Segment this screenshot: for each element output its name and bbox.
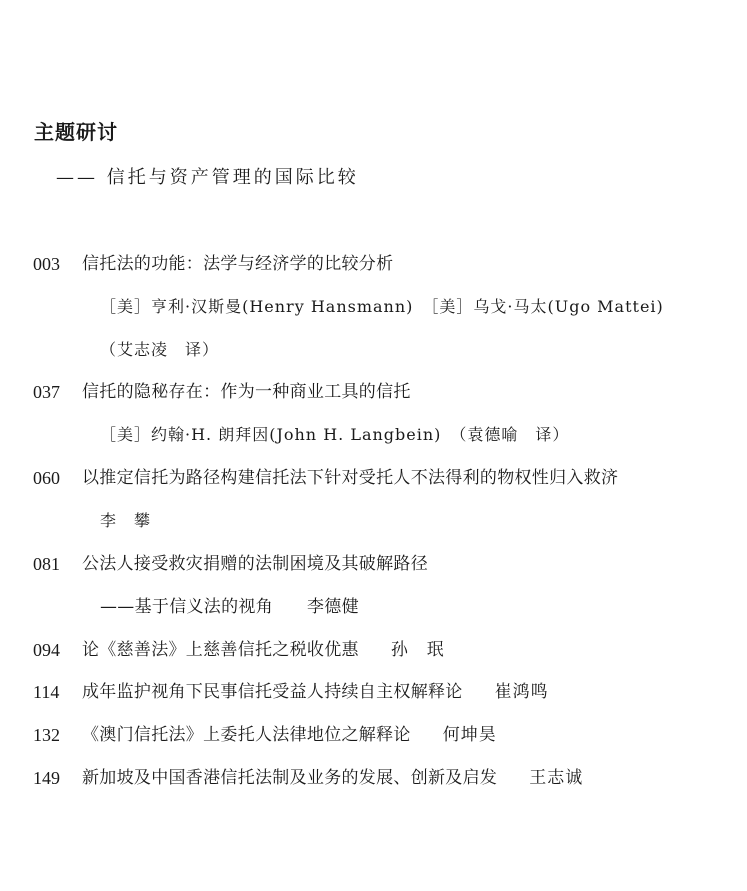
entry-author: 崔鸿鸣 [494,682,549,702]
entry-subtitle [100,595,359,619]
entry-author: ［美］约翰·H. 朗拜因(John H. Langbein) （袁德喻 译） [100,425,570,444]
entry-title[interactable]: 论《慈善法》上慈善信托之税收优惠 [82,640,359,660]
entry-author: 何坤昊 [442,725,497,745]
entry-title[interactable]: 新加坡及中国香港信托法制及业务的发展、创新及启发 [82,768,498,788]
entry-author: 王志诚 [529,768,584,788]
entry-translator: （艾志凌 译） [100,340,220,359]
page-number: 149 [33,768,60,788]
entry-title-line [82,680,549,704]
page-number: 132 [33,725,60,745]
page-number: 081 [33,554,60,574]
entry-title-line [82,766,583,790]
entry-title-line [82,638,445,662]
page-number: 094 [33,640,60,660]
entry-author: 李德健 [307,597,359,617]
entry-title[interactable]: 《澳门信托法》上委托人法律地位之解释论 [82,725,411,745]
entry-title-line [82,723,497,747]
entry-author: 孙 珉 [390,640,445,660]
entry-title[interactable]: 公法人接受救灾捐赠的法制困境及其破解路径 [82,554,428,574]
entry-title[interactable]: 信托法的功能：法学与经济学的比较分析 [82,254,394,274]
section-subtitle: —— 信托与资产管理的国际比较 [56,167,359,188]
entry-title[interactable]: 信托的隐秘存在：作为一种商业工具的信托 [82,382,411,402]
page-number: 037 [33,382,60,402]
page-number: 114 [33,682,60,702]
entry-author: 李 攀 [100,511,152,530]
entry-title[interactable]: 成年监护视角下民事信托受益人持续自主权解释论 [82,682,463,702]
page-number: 060 [33,468,60,488]
section-title: 主题研讨 [34,120,118,144]
entry-subtitle-text: ——基于信义法的视角 [100,597,273,617]
entry-title[interactable]: 以推定信托为路径构建信托法下针对受托人不法得利的物权性归入救济 [82,468,619,488]
page-number: 003 [33,254,60,274]
entry-author: ［美］亨利·汉斯曼(Henry Hansmann) ［美］乌戈·马太(Ugo Mattei) [100,297,664,316]
